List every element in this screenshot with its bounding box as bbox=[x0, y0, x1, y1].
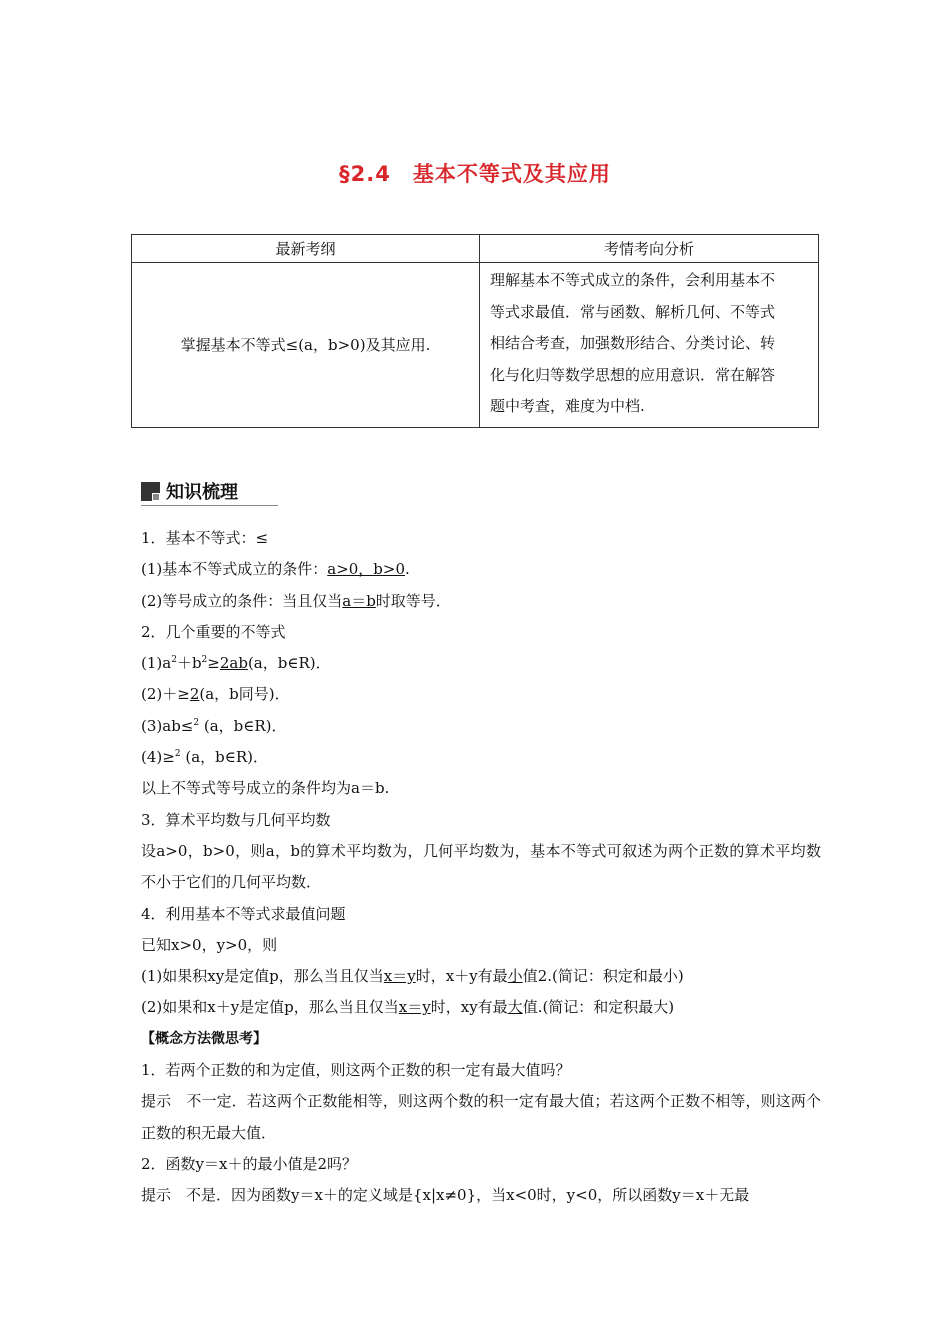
answer-blank: a>0，b>0 bbox=[327, 560, 406, 579]
concept-heading: 【概念方法微思考】 bbox=[141, 1030, 267, 1047]
analysis-cell bbox=[480, 263, 819, 428]
header-latest-outline: 最新考纲 bbox=[132, 235, 480, 263]
analysis-line: 化与化归等数学思想的应用意识．常在解答 bbox=[490, 365, 776, 384]
section-title: 知识梳理 bbox=[166, 482, 238, 503]
question-1: 1．若两个正数的和为定值，则这两个正数的积一定有最大值吗？ bbox=[141, 1061, 571, 1080]
condition-line: (1)基本不等式成立的条件：a>0，b>0. bbox=[141, 560, 410, 579]
heading-basic-inequality: 1．基本不等式：≤ bbox=[141, 529, 269, 547]
sum-rule: (2)如果和x＋y是定值p，那么当且仅当x＝y时，xy有最大值.(简记：和定积最大) bbox=[141, 998, 675, 1017]
question-2: 2．函数y＝x＋的最小值是2吗？ bbox=[141, 1154, 358, 1173]
equality-condition-note: 以上不等式等号成立的条件均为a＝b. bbox=[141, 779, 390, 798]
analysis-line: 理解基本不等式成立的条件，会利用基本不 bbox=[490, 271, 776, 289]
inequality-1: $(1)a^2+b^2\ge 2ab(a$，b∈R)． bbox=[141, 654, 331, 673]
given-line: 已知x>0，y>0，则 bbox=[141, 935, 278, 954]
analysis-line: 相结合考查，加强数形结合、分类讨论、转 bbox=[490, 334, 776, 352]
heading-means: 3．算术平均数与几何平均数 bbox=[141, 810, 331, 829]
syllabus-table bbox=[131, 234, 819, 428]
answer-blank: 2 bbox=[189, 685, 200, 704]
outline-cell: 掌握基本不等式≤(a，b>0)及其应用. bbox=[132, 263, 480, 428]
knowledge-content bbox=[141, 523, 821, 1212]
section-square-icon bbox=[141, 482, 160, 501]
inequality-2: (2)＋≥2(a，b同号)． bbox=[141, 685, 290, 704]
heading-extreme-values: 4．利用基本不等式求最值问题 bbox=[141, 904, 346, 923]
heading-important-inequalities: 2．几个重要的不等式 bbox=[141, 622, 286, 641]
answer-blank: 2ab bbox=[219, 654, 248, 673]
means-paragraph: 设a>0，b>0，则a，b的算术平均数为，几何平均数为，基本不等式可叙述为两个正数的算术平均数不小于它们的几何平均数． bbox=[141, 841, 821, 892]
table-header-row bbox=[132, 235, 819, 263]
answer-blank: x＝y bbox=[398, 998, 431, 1017]
page-title: §2.4 基本不等式及其应用 bbox=[339, 162, 611, 186]
section-heading bbox=[141, 478, 238, 504]
product-rule: (1)如果积xy是定值p，那么当且仅当x＝y时，x＋y有最小值2.(简记：积定和最小) bbox=[141, 967, 684, 986]
analysis-line: 题中考查，难度为中档. bbox=[490, 397, 645, 415]
answer-blank: a＝b bbox=[342, 591, 376, 610]
answer-blank: 小 bbox=[507, 967, 523, 986]
hint-1: 提示 不一定．若这两个正数能相等，则这两个数的积一定有最大值；若这两个正数不相等，则这两个正数的积无最大值． bbox=[141, 1092, 821, 1142]
inequality-3: (3)ab≤$^2$ (a，b∈R)． bbox=[141, 716, 287, 735]
answer-blank: x＝y bbox=[383, 967, 416, 986]
section-divider bbox=[141, 505, 278, 506]
table-row bbox=[132, 263, 819, 428]
header-exam-analysis: 考情考向分析 bbox=[480, 235, 819, 263]
answer-blank: 大 bbox=[507, 998, 523, 1017]
equality-line: (2)等号成立的条件：当且仅当a＝b时取等号． bbox=[141, 591, 451, 610]
hint-2: 提示 不是．因为函数y＝x＋的定义域是{x|x≠0}，当x<0时，y<0，所以函数y＝x＋无最 bbox=[141, 1186, 750, 1205]
inequality-4: (4)≥$^2$ (a，b∈R)． bbox=[141, 748, 268, 767]
analysis-line: 等式求最值．常与函数、解析几何、不等式 bbox=[490, 302, 776, 321]
